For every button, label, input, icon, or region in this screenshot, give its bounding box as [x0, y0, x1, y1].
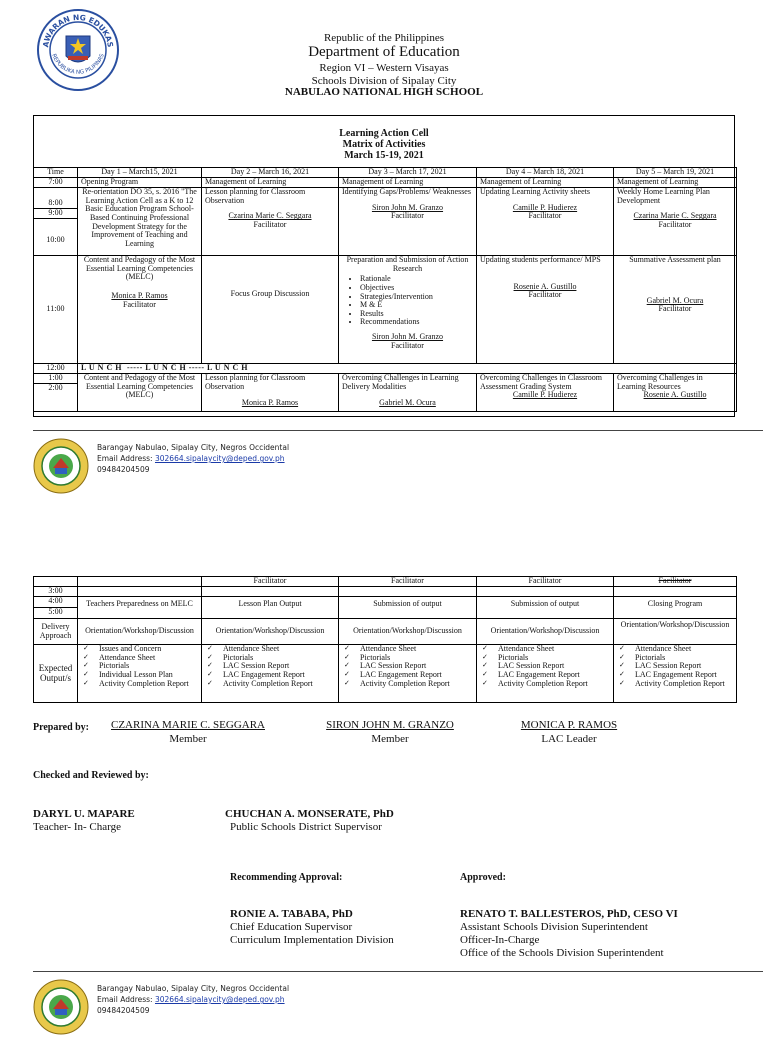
- table-cell: [477, 188, 614, 256]
- list-item: ✓ Issues and Concern: [81, 645, 198, 654]
- facilitator-name: Czarina Marie C. Seggara: [633, 211, 717, 221]
- school-logo: [33, 979, 89, 1035]
- list-item: ✓ LAC Session Report: [342, 662, 473, 671]
- table-cell: Closing Program: [614, 597, 737, 619]
- table-cell: [477, 374, 614, 412]
- list-item: ✓ Attendance Sheet: [205, 645, 335, 654]
- recommender: [230, 908, 394, 947]
- table-cell: [78, 587, 202, 597]
- table-cell: [78, 577, 202, 587]
- recommender-role: Chief Education Supervisor: [230, 921, 353, 933]
- cell-activity: Summative Assessment plan: [629, 255, 721, 264]
- preparer-role: Member: [371, 733, 409, 745]
- action-research-list: [360, 275, 473, 327]
- preparer-role: Member: [169, 733, 207, 745]
- day-header: Day 1 – March15, 2021: [78, 168, 202, 178]
- email-link[interactable]: 302664.sipalaycity@deped.gov.ph: [154, 995, 285, 1004]
- facilitator-role: Facilitator: [658, 304, 692, 314]
- cell-activity: Overcoming Challenges in Classroom Assessment Grading System: [480, 373, 602, 391]
- table-cell: [339, 256, 477, 364]
- footer-address: Barangay Nabulao, Sipalay City, Negros Occidental: [97, 443, 290, 452]
- footer-divider: [33, 430, 763, 431]
- recommending-label: Recommending Approval:: [230, 872, 343, 883]
- list-item: ✓ LAC Engagement Report: [342, 671, 473, 680]
- preparer-2: [300, 718, 480, 746]
- table-cell: [614, 587, 737, 597]
- list-item: ✓ Pictorials: [81, 662, 198, 671]
- approver-role: Office of the Schools Division Superintendent: [460, 947, 664, 959]
- footer-divider: [33, 971, 763, 972]
- email-link[interactable]: 302664.sipalaycity@deped.gov.ph: [154, 454, 285, 463]
- preparer-name: MONICA P. RAMOS: [520, 719, 618, 731]
- list-item: ✓ Activity Completion Report: [617, 680, 733, 689]
- table-cell: Opening Program: [78, 178, 202, 188]
- table-cell: Management of Learning: [477, 178, 614, 188]
- output-list: [617, 645, 733, 688]
- cell-activity: Content and Pedagogy of the Most Essential Learning Competencies (MELC): [83, 255, 196, 282]
- facilitator-name: Camille P. Hudierez: [512, 390, 578, 400]
- list-item: ✓ Attendance Sheet: [617, 645, 733, 654]
- row-300: [34, 587, 737, 597]
- table-cell: [614, 256, 737, 364]
- table-cell: Lesson Plan Output: [202, 597, 339, 619]
- list-item: ✓ Pictorials: [617, 654, 733, 663]
- facilitator-name: Monica P. Ramos: [111, 290, 168, 300]
- table-cell: Facilitator: [477, 577, 614, 587]
- time-header: Time: [34, 168, 78, 178]
- table-cell: Content and Pedagogy of the Most Essential Learning Competencies (MELC): [78, 374, 202, 412]
- table-cell: [202, 256, 339, 364]
- checked-label: Checked and Reviewed by:: [33, 770, 149, 781]
- seal-bottom-text: REPUBLIKA NG PILIPINAS: [50, 53, 106, 76]
- department-line: Department of Education: [308, 44, 460, 60]
- output-list: [480, 645, 610, 688]
- cell-activity: Preparation and Submission of Action Research: [346, 255, 469, 273]
- facilitator-role: Facilitator: [658, 219, 692, 229]
- time-800: 8:00: [34, 199, 77, 209]
- time-cell: 7:00: [34, 178, 78, 188]
- facilitator-name: Gabriel M. Ocura: [646, 295, 704, 305]
- table-cell: [339, 374, 477, 412]
- facilitator-name: Monica P. Ramos: [241, 398, 299, 408]
- cell-activity: Focus Group Discussion: [230, 289, 310, 298]
- seal-top-text: AWARAN NG EDUKAS: [41, 12, 115, 48]
- row-700: [34, 178, 737, 188]
- time-200: 2:00: [48, 383, 63, 392]
- checker-1: [33, 808, 135, 834]
- facilitator-name: Rosenie A. Gustillo: [643, 390, 707, 400]
- preparer-1: [95, 718, 281, 746]
- footer-address: Barangay Nabulao, Sipalay City, Negros Occidental: [97, 984, 290, 993]
- cell-activity: Identifying Gaps/Problems/ Weaknesses: [342, 187, 471, 196]
- day-header: Day 2 – March 16, 2021: [202, 168, 339, 178]
- time-cell: [34, 597, 78, 619]
- table-cell: Re-orientation DO 35, s. 2016 "The Learning Action Cell as a K to 12 Basic Education Program School-Based Continuing Professional Development Strategy for the Improvement of Teaching and Learning: [78, 188, 202, 256]
- day-header: Day 4 – March 18, 2021: [477, 168, 614, 178]
- cell-activity: Weekly Home Learning Plan Development: [617, 187, 710, 205]
- output-list: [205, 645, 335, 688]
- list-item: • Recommendations: [360, 318, 473, 327]
- list-item: ✓ LAC Engagement Report: [205, 671, 335, 680]
- preparer-3: [490, 718, 648, 746]
- list-item: ✓ Activity Completion Report: [342, 680, 473, 689]
- time-400: 4:00: [34, 597, 77, 608]
- footer-phone: 09484204509: [97, 465, 150, 474]
- list-item: • Rationale: [360, 275, 473, 284]
- list-item: • Results: [360, 310, 473, 319]
- approver-role: Officer-In-Charge: [460, 934, 540, 946]
- facilitator-name: Siron John M. Granzo: [371, 202, 444, 212]
- checker-2: [225, 808, 394, 834]
- table-cell: Facilitator: [614, 577, 737, 587]
- region-line: Region VI – Western Visayas: [319, 62, 449, 74]
- approver-role: Assistant Schools Division Superintendent: [460, 921, 648, 933]
- checker-name: CHUCHAN A. MONSERATE, PhD: [225, 808, 394, 820]
- table-cell: Submission of output: [339, 597, 477, 619]
- list-item: ✓ Activity Completion Report: [81, 680, 198, 689]
- row-1100: [34, 256, 737, 364]
- facilitator-role: Facilitator: [391, 211, 424, 221]
- table-cell: [339, 587, 477, 597]
- page-footer: [33, 430, 768, 500]
- facilitator-role: Facilitator: [528, 211, 562, 221]
- expected-label: Expected Output/s: [34, 645, 78, 703]
- checker-name: DARYL U. MAPARE: [33, 808, 135, 820]
- activity-matrix-continued: [33, 576, 737, 703]
- matrix-title-lac: Learning Action Cell: [339, 128, 429, 139]
- recommender-name: RONIE A. TABABA, PhD: [230, 908, 353, 920]
- list-item: • Strategies/Intervention: [360, 293, 473, 302]
- cell-activity: Updating Learning Activity sheets: [480, 187, 590, 196]
- table-cell: Orientation/Workshop/Discussion: [78, 619, 202, 645]
- day-header: Day 3 – March 17, 2021: [339, 168, 477, 178]
- table-cell: [202, 188, 339, 256]
- table-cell: Orientation/Workshop/Discussion: [614, 619, 737, 645]
- table-cell: [78, 256, 202, 364]
- table-cell: Facilitator: [339, 577, 477, 587]
- table-cell: [614, 645, 737, 703]
- row-delivery: [34, 619, 737, 645]
- approver: [460, 908, 678, 960]
- table-cell: [477, 587, 614, 597]
- approver-name: RENATO T. BALLESTEROS, PhD, CESO VI: [460, 908, 678, 920]
- checker-role: Teacher- In- Charge: [33, 821, 121, 833]
- table-cell: Facilitator: [202, 577, 339, 587]
- list-item: ✓ LAC Session Report: [205, 662, 335, 671]
- time-cell: 3:00: [34, 587, 78, 597]
- list-item: • Objectives: [360, 284, 473, 293]
- matrix-title: [33, 128, 735, 161]
- school-logo: [33, 438, 89, 494]
- output-list: [81, 645, 198, 688]
- table-cell: [614, 374, 737, 412]
- list-item: ✓ Activity Completion Report: [205, 680, 335, 689]
- time-900: 9:00: [34, 209, 77, 219]
- matrix-title-dates: March 15-19, 2021: [344, 150, 424, 161]
- cell-activity: Overcoming Challenges in Learning Resources: [617, 373, 703, 391]
- table-cell: Management of Learning: [614, 178, 737, 188]
- row-lunch: [34, 364, 737, 374]
- list-item: ✓ LAC Engagement Report: [617, 671, 733, 680]
- republic-line: Republic of the Philippines: [323, 32, 445, 44]
- matrix-title-matrix: Matrix of Activities: [342, 139, 426, 150]
- time-cell: 11:00: [34, 256, 78, 364]
- table-cell: Submission of output: [477, 597, 614, 619]
- row-afternoon: [34, 374, 737, 412]
- table-cell: [78, 645, 202, 703]
- email-label: Email Address:: [97, 995, 155, 1004]
- checker-role: Public Schools District Supervisor: [230, 821, 382, 833]
- table-cell: Orientation/Workshop/Discussion: [339, 619, 477, 645]
- output-list: [342, 645, 473, 688]
- time-500: 5:00: [48, 607, 63, 616]
- list-item: ✓ Pictorials: [342, 654, 473, 663]
- facilitator-role: Facilitator: [528, 290, 562, 300]
- facilitator-row: [34, 577, 737, 587]
- list-item: ✓ Attendance Sheet: [480, 645, 610, 654]
- preparer-role: LAC Leader: [541, 733, 597, 745]
- row-expected: [34, 645, 737, 703]
- time-cell: [34, 374, 78, 412]
- division-line: Schools Division of Sipalay City: [311, 75, 457, 87]
- approved-label: Approved:: [460, 872, 506, 883]
- table-cell: [477, 256, 614, 364]
- time-cell: [34, 188, 78, 256]
- footer-phone: 09484204509: [97, 1006, 150, 1015]
- table-cell: Orientation/Workshop/Discussion: [202, 619, 339, 645]
- cell-activity: Updating students performance/ MPS: [480, 255, 601, 264]
- page-footer: [33, 971, 768, 1024]
- table-cell: [339, 645, 477, 703]
- list-item: ✓ Pictorials: [205, 654, 335, 663]
- activity-matrix: [33, 167, 737, 412]
- table-cell: Management of Learning: [202, 178, 339, 188]
- list-item: ✓ LAC Session Report: [480, 662, 610, 671]
- list-item: ✓ LAC Session Report: [617, 662, 733, 671]
- list-item: ✓ Attendance Sheet: [81, 654, 198, 663]
- list-item: ✓ LAC Engagement Report: [480, 671, 610, 680]
- recommender-role: Curriculum Implementation Division: [230, 934, 394, 946]
- list-item: • M & E: [360, 301, 473, 310]
- time-cell: 12:00: [34, 364, 78, 374]
- table-cell: [202, 645, 339, 703]
- table-cell: Management of Learning: [339, 178, 477, 188]
- footer-email-line: [97, 453, 289, 464]
- facilitator-name: Rosenie A. Gustillo: [513, 281, 577, 291]
- matrix-header-row: [34, 168, 737, 178]
- table-cell: Teachers Preparedness on MELC: [78, 597, 202, 619]
- lunch-break: L U N C H ----- L U N C H ----- L U N C H: [78, 364, 737, 374]
- time-1000: 10:00: [46, 234, 65, 244]
- row-morning: [34, 188, 737, 256]
- table-cell: Orientation/Workshop/Discussion: [477, 619, 614, 645]
- facilitator-role: Facilitator: [123, 299, 156, 309]
- table-cell: [202, 587, 339, 597]
- table-cell: [202, 374, 339, 412]
- facilitator-name: Siron John M. Granzo: [371, 332, 444, 341]
- prepared-by-label: Prepared by:: [33, 722, 90, 733]
- table-cell: [477, 645, 614, 703]
- facilitator-name: Czarina Marie C. Seggara: [228, 211, 312, 221]
- preparer-name: CZARINA MARIE C. SEGGARA: [110, 719, 265, 731]
- preparer-name: SIRON JOHN M. GRANZO: [326, 719, 454, 731]
- table-cell: [614, 188, 737, 256]
- footer-email-line: [97, 994, 289, 1005]
- facilitator-name: Gabriel M. Ocura: [379, 398, 436, 408]
- table-cell: [339, 188, 477, 256]
- list-item: ✓ Activity Completion Report: [480, 680, 610, 689]
- school-name: NABULAO NATIONAL HIGH SCHOOL: [284, 86, 484, 98]
- cell-activity: Lesson planning for Classroom Observation: [205, 373, 306, 391]
- time-100: 1:00: [34, 374, 77, 384]
- list-item: ✓ Attendance Sheet: [342, 645, 473, 654]
- table-cell: [34, 577, 78, 587]
- day-header: Day 5 – March 19, 2021: [614, 168, 737, 178]
- facilitator-role: Facilitator: [391, 340, 424, 350]
- row-400: [34, 597, 737, 619]
- delivery-label: Delivery Approach: [34, 619, 78, 645]
- facilitator-role: Facilitator: [253, 219, 287, 229]
- cell-activity: Overcoming Challenges in Learning Delivery Modalities: [342, 373, 459, 391]
- footer-address-block: [97, 983, 289, 1016]
- email-label: Email Address:: [97, 454, 155, 463]
- list-item: ✓ Individual Lesson Plan: [81, 671, 198, 680]
- cell-activity: Lesson planning for Classroom Observation: [205, 187, 306, 205]
- list-item: ✓ Pictorials: [480, 654, 610, 663]
- footer-address-block: [97, 442, 289, 475]
- facilitator-name: Camille P. Hudierez: [512, 202, 578, 212]
